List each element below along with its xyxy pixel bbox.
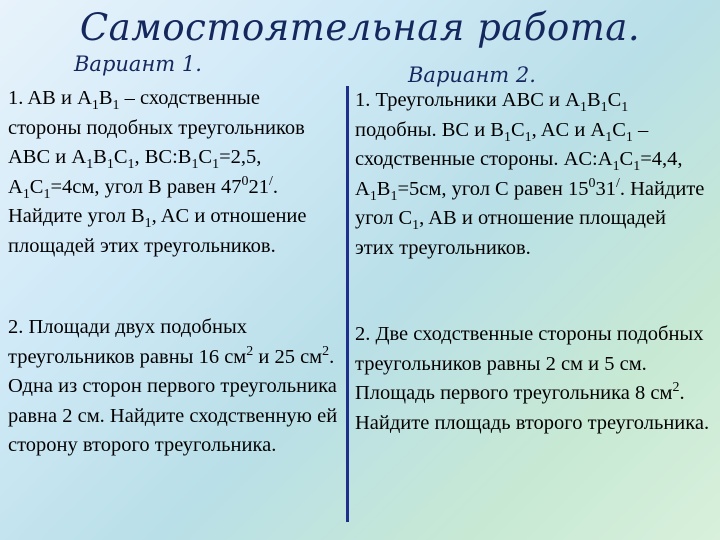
variant-1-task-2: 2. Площади двух подобных треугольников равны 16 $см^2$ и 25 $см^2$. Одна из сторон первого треугольника равна 2 см. Найдите сходственную ей сторону второго треугольника. (8, 316, 338, 456)
variant-1-task-1: 1. AB и $A_1B_1$ – сходственные стороны подобных треугольников ABC и $A_1B_1C_1$, $BC:B_1C_1=2,5$, $A_1C_1=4см$, угол B равен $47^021^/$. Найдите угол $B_1$, AC и отношение площадей этих треугольников. (8, 87, 307, 257)
variant-2-heading: Вариант 2. (408, 63, 536, 87)
variant-2-task-1: 1. Треугольники ABC и $A_1B_1C_1$ подобны. BC и $B_1C_1$, AC и $A_1C_1$ – сходственные стороны. $AC:A_1C_1=4,4$, $A_1B_1=5см$, угол C равен $15^031^/$. Найдите угол $C_1$, AB и отношение площадей этих треугольников. (355, 89, 705, 259)
slide-title: Самостоятельная работа. (79, 6, 641, 49)
column-divider (346, 86, 349, 522)
variant-2-task-2: 2. Две сходственные стороны подобных треугольников равны 2 см и 5 см. Площадь первого треугольника 8 $см^2$. Найдите площадь второго треугольника. (355, 323, 710, 434)
variant-1-heading: Вариант 1. (74, 52, 202, 76)
